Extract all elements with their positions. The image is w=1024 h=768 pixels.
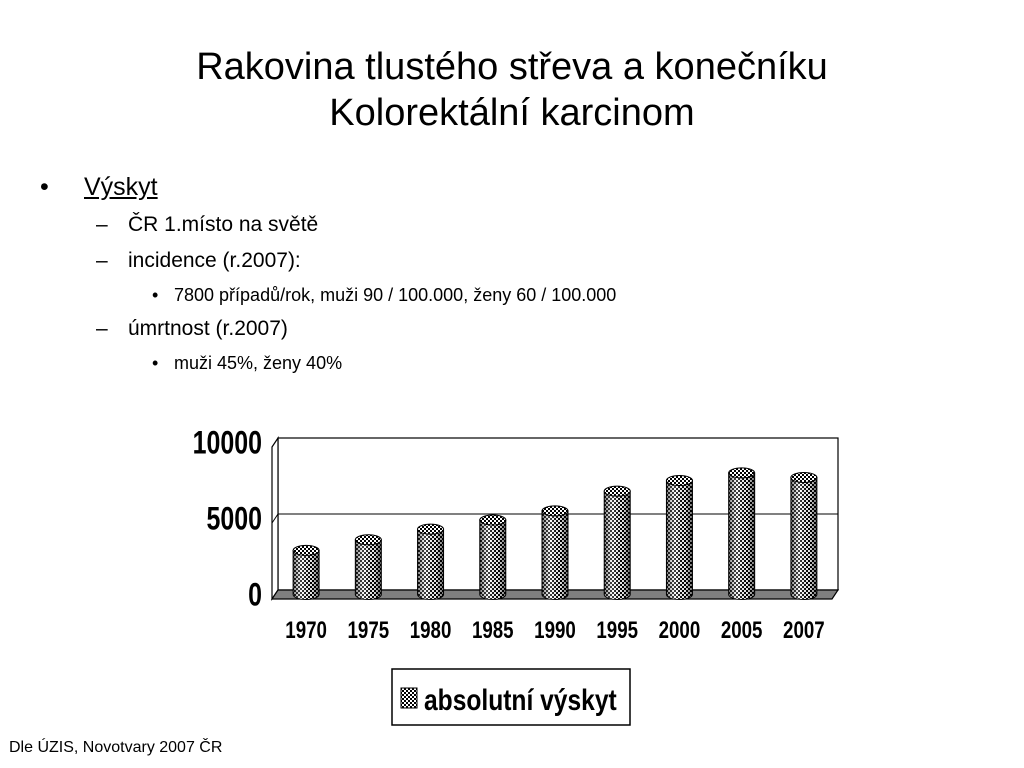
- bullet-mortality-text: úmrtnost (r.2007): [128, 317, 288, 340]
- x-tick-label: 1990: [534, 616, 576, 644]
- bar-top: [355, 535, 381, 545]
- x-tick-label: 1980: [409, 616, 452, 644]
- x-tick-label: 1975: [347, 616, 390, 644]
- dash-mark: –: [96, 249, 108, 272]
- bar-2007: [791, 472, 817, 599]
- dot-mark: •: [152, 353, 159, 373]
- x-tick-label: 1970: [285, 616, 327, 644]
- bar-shading: [791, 477, 817, 599]
- bar-2000: [666, 476, 692, 600]
- bar-shading: [293, 550, 319, 599]
- x-tick-label: 2005: [720, 616, 763, 644]
- bar-top: [480, 515, 506, 525]
- bullet-vyskyt-text: Výskyt: [84, 173, 158, 201]
- bar-top: [418, 524, 444, 534]
- x-tick-label: 2000: [658, 616, 701, 644]
- bar-1985: [480, 515, 506, 599]
- bar-1975: [355, 535, 381, 600]
- y-tick-label: 10000: [192, 425, 262, 462]
- dash-mark: –: [96, 213, 108, 236]
- bar-shading: [666, 481, 692, 600]
- bullet-incidence-detail-text: 7800 případů/rok, muži 90 / 100.000, ženy 60 / 100.000: [174, 285, 617, 305]
- bar-shading: [729, 473, 755, 600]
- bar-shading: [542, 511, 568, 600]
- bar-top: [542, 506, 568, 516]
- x-tick-label: 1995: [596, 616, 639, 644]
- bar-1990: [542, 506, 568, 600]
- bar-shading: [418, 529, 444, 599]
- title-line-2: Kolorektální karcinom: [329, 92, 695, 134]
- bar-top: [293, 545, 319, 555]
- source-note: Dle ÚZIS, Novotvary 2007 ČR: [9, 739, 223, 756]
- bullet-mortality-detail-text: muži 45%, ženy 40%: [174, 353, 343, 373]
- bar-top: [791, 472, 817, 482]
- bar-top: [666, 476, 692, 486]
- y-tick-label: 0: [248, 577, 262, 614]
- bar-1995: [604, 486, 630, 599]
- bullet-incidence-text: incidence (r.2007):: [128, 249, 301, 272]
- bullet-cr-first-place-text: ČR 1.místo na světě: [128, 213, 319, 236]
- bar-top: [604, 486, 630, 496]
- y-tick-label: 5000: [206, 501, 262, 538]
- dot-mark: •: [152, 285, 159, 305]
- x-tick-label: 1985: [471, 616, 514, 644]
- bar-2005: [729, 468, 755, 600]
- bar-shading: [604, 491, 630, 599]
- bar-1980: [418, 524, 444, 599]
- chart-legend: [392, 669, 630, 725]
- bar-1970: [293, 545, 319, 599]
- bar-top: [729, 468, 755, 478]
- legend-swatch: [401, 688, 417, 708]
- x-tick-label: 2007: [783, 616, 825, 644]
- bullet-mark: •: [40, 173, 49, 201]
- title-line-1: Rakovina tlustého střeva a konečníku: [196, 46, 828, 88]
- bar-shading: [480, 520, 506, 599]
- bar-shading: [355, 540, 381, 600]
- dash-mark: –: [96, 317, 108, 340]
- legend-label: absolutní výskyt: [424, 682, 617, 717]
